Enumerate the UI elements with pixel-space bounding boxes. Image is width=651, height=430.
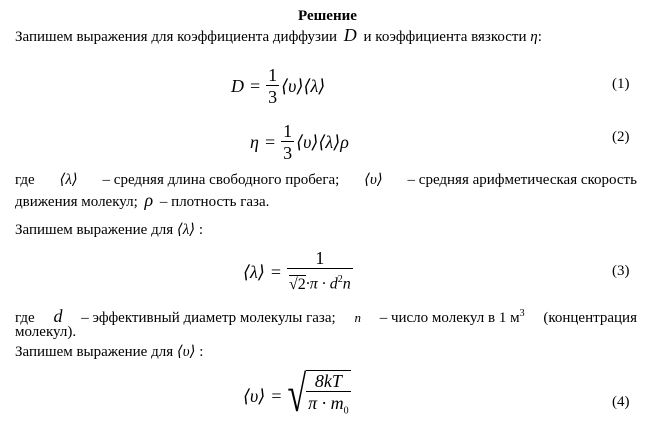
intro-end: : bbox=[537, 29, 542, 45]
where-1-line-2 bbox=[15, 191, 269, 212]
eq3-sqrt: √2 bbox=[289, 275, 306, 293]
eq3-numerator: 1 bbox=[287, 248, 353, 269]
eq4-sqrt-sign: √ bbox=[287, 367, 307, 423]
where1-upsilon-desc: – средняя арифметическая скорость bbox=[407, 172, 637, 188]
eq2-rhs: ⟨υ⟩⟨λ⟩ bbox=[296, 131, 341, 152]
where1-line2-a: движения молекул; bbox=[15, 194, 138, 210]
where1-rho: ρ bbox=[144, 190, 154, 210]
eq2-equals: = bbox=[264, 131, 276, 152]
eq3-number: (3) bbox=[612, 263, 630, 279]
eq4-numerator: 8kT bbox=[306, 371, 351, 392]
symbol-eta: η bbox=[530, 29, 538, 45]
equation-3 bbox=[243, 244, 353, 300]
intro-text: Запишем выражения для коэффициента диффузии bbox=[15, 29, 338, 45]
symbol-D: D bbox=[343, 25, 357, 45]
where2-d: d bbox=[53, 306, 63, 326]
where2-n-desc: – число молекул в 1 $м^3$ bbox=[379, 308, 525, 326]
where2-gde: где bbox=[15, 310, 35, 326]
eq3-fraction bbox=[287, 248, 353, 295]
where2-d-desc: – эффективный диаметр молекулы газа; bbox=[81, 310, 336, 326]
eq4-number: (4) bbox=[612, 394, 630, 410]
eq3-equals: = bbox=[270, 261, 281, 282]
where2-concentration: (концентрация bbox=[543, 310, 637, 326]
write-lambda-line bbox=[15, 221, 203, 240]
eq2-fraction bbox=[281, 121, 294, 164]
equation-4 bbox=[243, 366, 351, 426]
eq1-fraction bbox=[266, 65, 279, 108]
eq4-denominator: $\pi \cdot m_0$ bbox=[308, 392, 349, 417]
equation-1 bbox=[231, 60, 325, 112]
where1-upsilon: ⟨υ⟩ bbox=[364, 172, 383, 188]
intro-line bbox=[15, 26, 542, 47]
eq4-equals: = bbox=[271, 385, 282, 406]
eq3-lhs: ⟨λ⟩ bbox=[243, 261, 265, 282]
eq1-rhs: ⟨υ⟩⟨λ⟩ bbox=[281, 75, 326, 96]
where-2-line-2: молекул). bbox=[15, 324, 77, 340]
write-upsilon-end: : bbox=[199, 344, 204, 360]
eq1-numerator: 1 bbox=[268, 64, 278, 85]
write-upsilon-line bbox=[15, 343, 203, 362]
write-lambda-text: Запишем выражение для bbox=[15, 222, 174, 238]
section-heading: Решение bbox=[298, 8, 357, 24]
eq2-number: (2) bbox=[612, 129, 630, 145]
eq2-rho: ρ bbox=[340, 131, 349, 152]
where1-gde: где bbox=[15, 172, 35, 188]
eq1-equals: = bbox=[250, 75, 261, 96]
where-2-line-1 bbox=[15, 304, 637, 328]
write-upsilon-text: Запишем выражение для bbox=[15, 344, 174, 360]
equation-2 bbox=[250, 116, 349, 168]
eq3-denominator: $√2\cdot\pi \cdot d^2n$ bbox=[289, 274, 351, 293]
eq2-numerator: 1 bbox=[283, 120, 293, 141]
write-lambda-symbol: ⟨λ⟩ bbox=[176, 222, 196, 238]
eq1-denominator: 3 bbox=[268, 86, 278, 107]
eq1-lhs: D bbox=[231, 75, 244, 96]
write-upsilon-symbol: ⟨υ⟩ bbox=[176, 344, 196, 360]
intro-mid: и коэффициента вязкости bbox=[363, 29, 527, 45]
eq1-number: (1) bbox=[612, 76, 630, 92]
where1-lambda: ⟨λ⟩ bbox=[59, 172, 78, 188]
eq2-lhs: η bbox=[250, 131, 259, 152]
where2-n: n bbox=[354, 310, 361, 325]
where1-line2-b: – плотность газа. bbox=[159, 194, 270, 210]
eq2-denominator: 3 bbox=[283, 142, 293, 163]
eq4-fraction bbox=[306, 370, 351, 423]
write-lambda-end: : bbox=[198, 222, 203, 238]
where1-lambda-desc: – средняя длина свободного пробега; bbox=[102, 172, 340, 188]
where-1-line-1 bbox=[15, 171, 637, 190]
eq4-lhs: ⟨υ⟩ bbox=[243, 385, 266, 406]
